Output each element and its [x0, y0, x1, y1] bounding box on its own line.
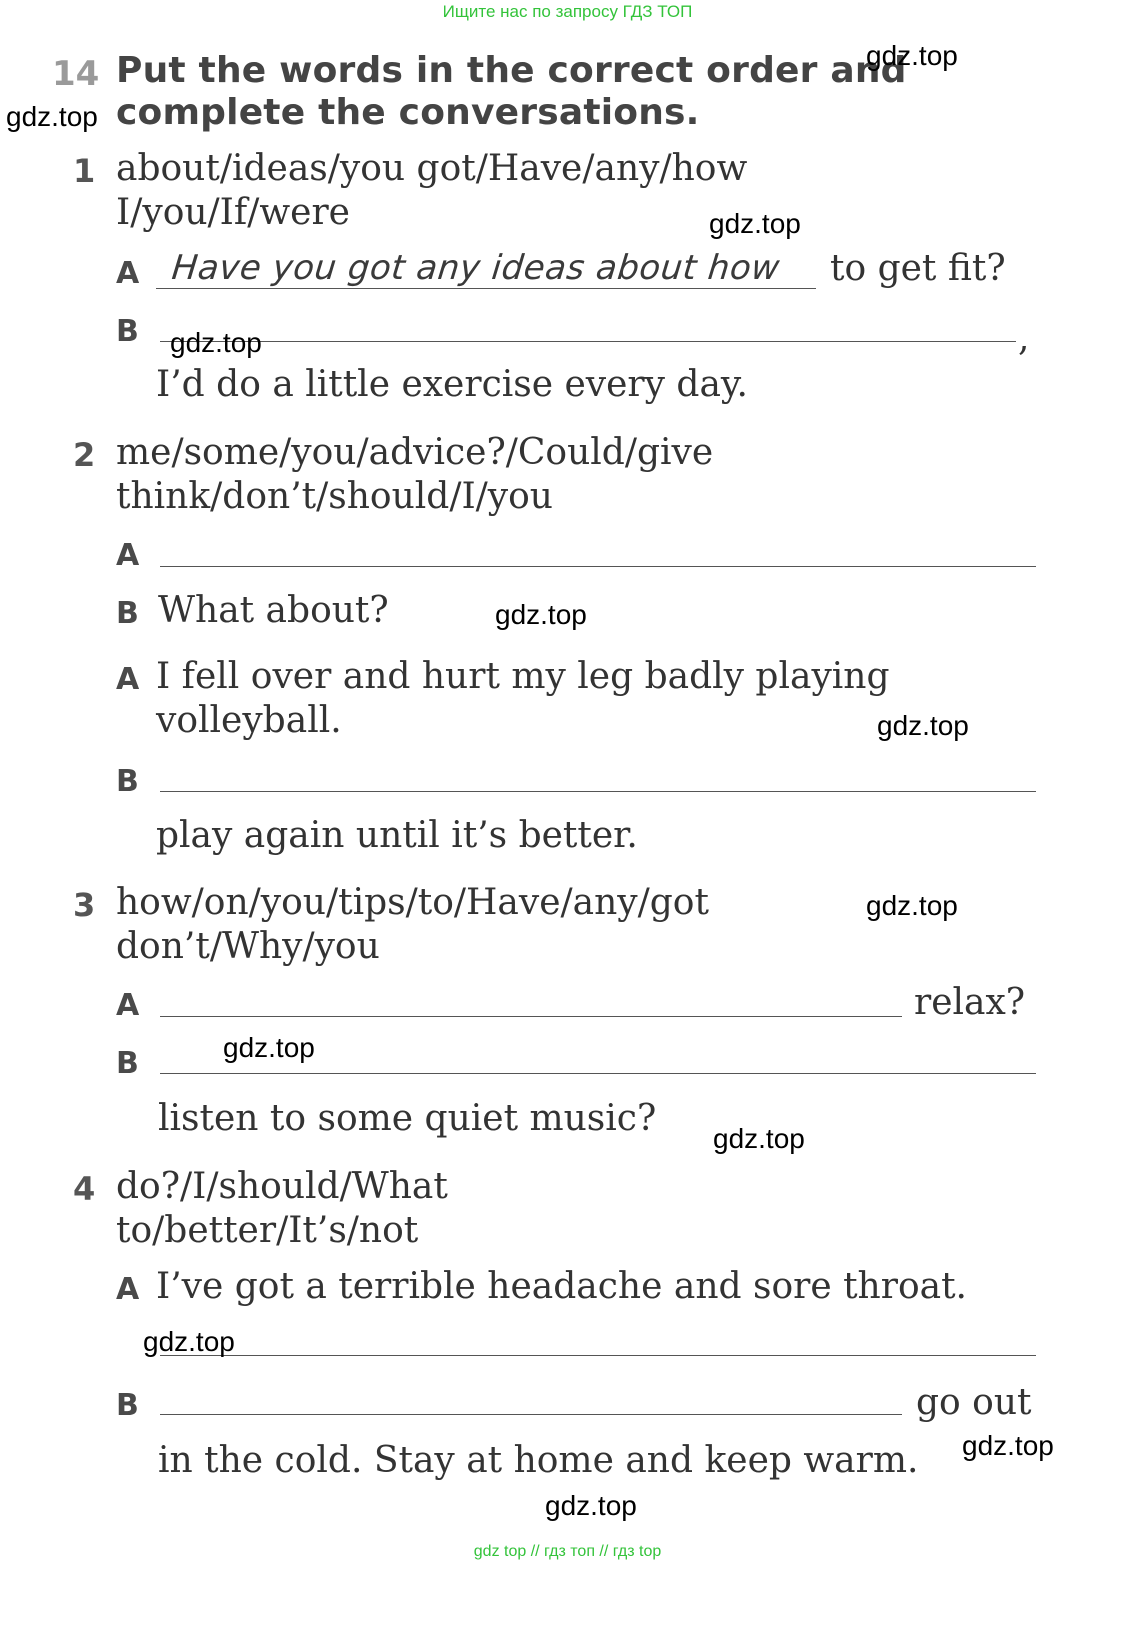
item-4-b-continuation: in the cold. Stay at home and keep warm. — [158, 1440, 919, 1481]
item-1-a-handwritten-answer: Have you got any ideas about how — [169, 248, 782, 288]
watermark: gdz.top — [962, 1430, 1054, 1461]
item-3-a-text: relax? — [914, 982, 1026, 1023]
item-2-prompt-1: me/some/you/advice?/Could/give — [116, 432, 714, 473]
item-4-speaker-b: B — [116, 1388, 139, 1423]
item-3-speaker-a: A — [116, 988, 140, 1023]
exercise-title-line1: Put the words in the correct order and — [116, 50, 907, 91]
item-1-b-comma: , — [1018, 318, 1030, 359]
watermark: gdz.top — [877, 710, 969, 741]
footer-links[interactable]: gdz top // гдз топ // гдз top — [473, 1543, 662, 1560]
watermark: gdz.top — [495, 599, 587, 630]
item-3-speaker-b: B — [116, 1046, 139, 1081]
item-4-prompt-1: do?/I/should/What — [116, 1166, 448, 1207]
item-2-speaker-a2: A — [116, 662, 140, 697]
item-1-prompt-2: I/you/If/were — [116, 192, 350, 233]
item-2-speaker-a: A — [116, 538, 140, 573]
item-2-b-text: What about? — [158, 590, 389, 631]
item-3-prompt-2: don’t/Why/you — [116, 926, 380, 967]
item-2-speaker-b2: B — [116, 764, 139, 799]
item-1-a-text: to get fit? — [830, 248, 1006, 289]
item-1-number: 1 — [73, 152, 96, 190]
exercise-number: 14 — [52, 54, 100, 94]
top-banner: Ищите нас по запросу ГДЗ ТОП — [442, 2, 693, 21]
watermark: gdz.top — [709, 208, 801, 239]
item-2-a-answer-line[interactable] — [160, 566, 1036, 567]
item-2-prompt-2: think/don’t/should/I/you — [116, 476, 553, 517]
item-2-b2-answer-line[interactable] — [160, 791, 1036, 792]
item-1-speaker-a: A — [116, 256, 140, 291]
item-2-a2-text-line1: I fell over and hurt my leg badly playing — [156, 656, 890, 697]
item-2-a2-text-line2: volleyball. — [156, 700, 342, 741]
watermark: gdz.top — [545, 1490, 637, 1521]
item-3-number: 3 — [73, 886, 96, 924]
watermark: gdz.top — [866, 890, 958, 921]
watermark: gdz.top — [713, 1123, 805, 1154]
item-4-a2-answer-line[interactable] — [160, 1355, 1036, 1356]
item-1-prompt-1: about/ideas/you got/Have/any/how — [116, 148, 748, 189]
item-3-a-answer-line[interactable] — [160, 1016, 902, 1017]
watermark: gdz.top — [170, 327, 262, 358]
exercise-title-line2: complete the conversations. — [116, 92, 700, 133]
item-2-speaker-b: B — [116, 596, 139, 631]
watermark: gdz.top — [6, 101, 98, 132]
watermark: gdz.top — [866, 40, 958, 71]
item-1-b-answer-line[interactable] — [160, 341, 1016, 342]
item-4-b-answer-line[interactable] — [160, 1414, 902, 1415]
item-4-prompt-2: to/better/It’s/not — [116, 1210, 419, 1251]
item-1-b-continuation: I’d do a little exercise every day. — [156, 364, 748, 405]
item-3-prompt-1: how/on/you/tips/to/Have/any/got — [116, 882, 709, 923]
item-4-speaker-a: A — [116, 1272, 140, 1307]
item-3-b-answer-line[interactable] — [160, 1073, 1036, 1074]
item-4-b-text: go out — [916, 1382, 1032, 1423]
watermark: gdz.top — [143, 1326, 235, 1357]
item-4-a-text: I’ve got a terrible headache and sore throat. — [156, 1266, 968, 1307]
item-2-number: 2 — [73, 436, 96, 474]
item-1-a-answer-line[interactable] — [156, 288, 816, 289]
item-2-b2-continuation: play again until it’s better. — [156, 815, 638, 856]
item-1-speaker-b: B — [116, 314, 139, 349]
watermark: gdz.top — [223, 1032, 315, 1063]
item-4-number: 4 — [73, 1170, 96, 1208]
item-3-b-continuation: listen to some quiet music? — [158, 1098, 657, 1139]
